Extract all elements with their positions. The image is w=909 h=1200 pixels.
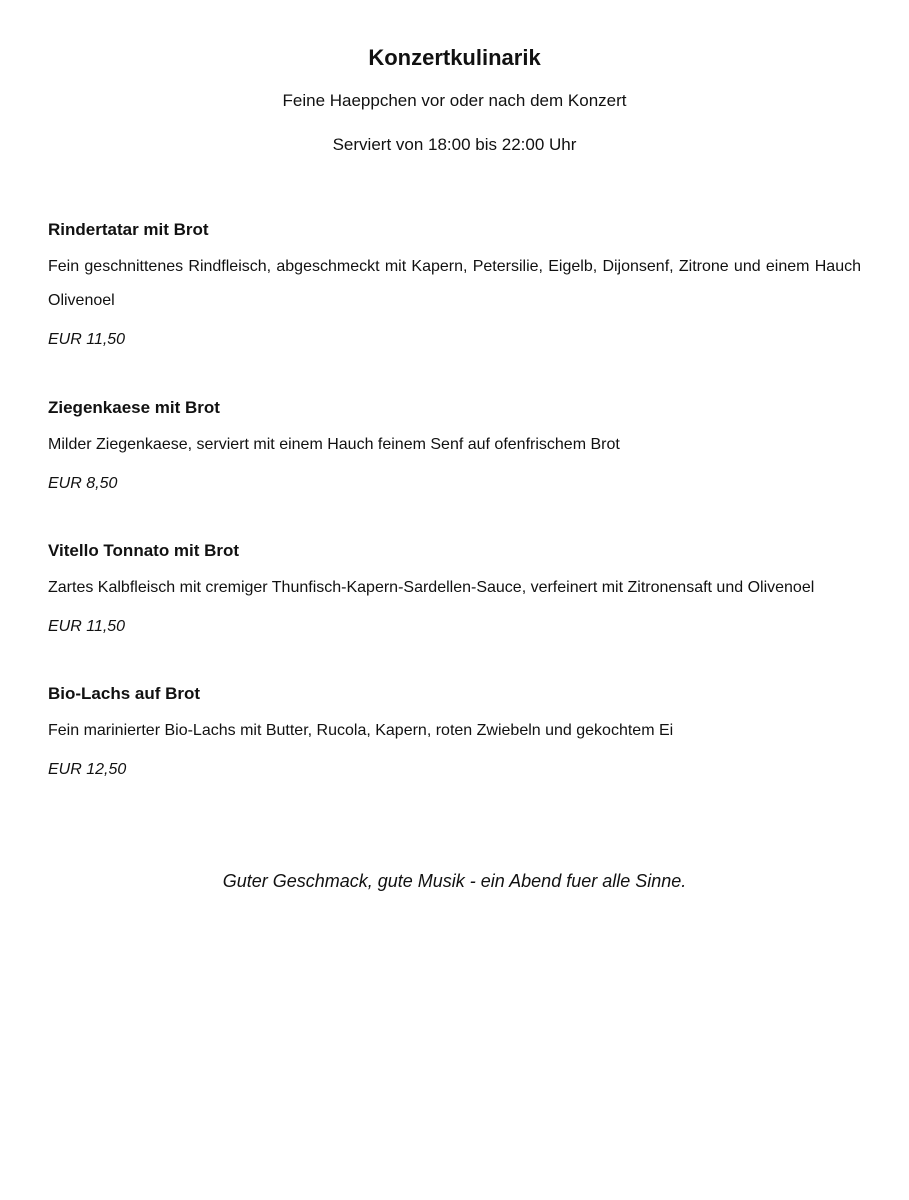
menu-item-description: Milder Ziegenkaese, serviert mit einem Hauch feinem Senf auf ofenfrischem Brot	[48, 436, 620, 453]
menu-item-description: Fein geschnittenes Rindfleisch, abgeschmeckt mit Kapern, Petersilie, Eigelb, Dijonsenf, Zitrone und einem Hauch Olivenoel	[48, 258, 861, 309]
menu-item-description: Fein marinierter Bio-Lachs mit Butter, Rucola, Kapern, roten Zwiebeln und gekochtem Ei	[48, 722, 674, 739]
page-subtitle: Feine Haeppchen vor oder nach dem Konzert	[282, 91, 627, 110]
menu-item-rindertatar	[48, 219, 861, 351]
menu-item-bio-lachs	[48, 683, 861, 781]
serving-hours: Serviert von 18:00 bis 22:00 Uhr	[332, 135, 577, 154]
page-title: Konzertkulinarik	[368, 45, 541, 70]
menu-item-ziegenkaese	[48, 397, 861, 495]
footer-tagline: Guter Geschmack, gute Musik - ein Abend fuer alle Sinne.	[222, 871, 687, 891]
menu-item-description: Zartes Kalbfleisch mit cremiger Thunfisch-Kapern-Sardellen-Sauce, verfeinert mit Zitronensaft und Olivenoel	[48, 579, 815, 596]
menu-item-name: Rindertatar mit Brot	[48, 220, 209, 239]
menu-item-price: EUR 12,50	[48, 761, 127, 778]
menu-item-name: Ziegenkaese mit Brot	[48, 398, 220, 417]
menu-item-vitello-tonnato	[48, 540, 861, 638]
menu-item-price: EUR 11,50	[48, 331, 126, 348]
menu-item-name: Vitello Tonnato mit Brot	[48, 541, 240, 560]
menu-item-price: EUR 8,50	[48, 475, 118, 492]
menu-item-name: Bio-Lachs auf Brot	[48, 684, 201, 703]
menu-item-price: EUR 11,50	[48, 618, 126, 635]
